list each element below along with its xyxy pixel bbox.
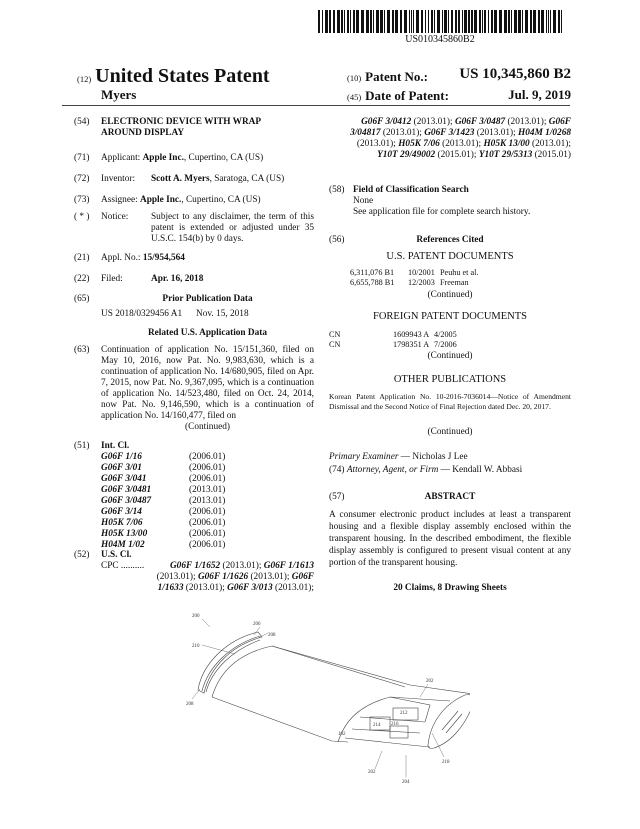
int-cl-code: G06F 1/16 — [101, 452, 142, 462]
barcode-bar — [444, 10, 447, 33]
int-cl-code: H05K 7/06 — [101, 518, 143, 528]
us-doc-name: Freeman — [440, 277, 469, 287]
inid-code-51: (51) — [74, 441, 90, 451]
barcode-bar — [356, 10, 359, 33]
date-of-patent-label: Date of Patent: — [365, 88, 449, 103]
int-cl-list — [101, 452, 314, 551]
barcode-bar — [416, 10, 419, 33]
us-doc-no: 6,311,076 B1 — [350, 268, 395, 277]
cpc-code: G06F 1/1633 — [157, 572, 314, 593]
invention-title-line2: AROUND DISPLAY — [101, 128, 185, 138]
cpc-code: H04M 1/0268 — [518, 128, 571, 138]
barcode-bar — [458, 10, 460, 33]
inid-code-74: (74) — [329, 465, 345, 475]
barcode-bar — [322, 10, 323, 33]
barcode-bar — [325, 10, 328, 33]
inventor-label: Inventor: — [101, 174, 136, 184]
int-cl-version: (2006.01) — [189, 518, 226, 528]
field-74-attorney — [329, 465, 522, 476]
barcode-bar — [437, 10, 440, 33]
barcode-bar — [353, 10, 355, 33]
us-patent-document-row — [350, 278, 478, 288]
cpc-version: (2013.01); — [505, 117, 549, 127]
barcode-bar — [387, 10, 390, 33]
date-of-patent: Jul. 9, 2019 — [508, 87, 571, 102]
cpc-code: G06F 3/0487 — [454, 117, 506, 127]
barcode-bar — [504, 10, 507, 33]
barcode-bar — [428, 10, 429, 33]
applicant-place: , Cupertino, CA (US) — [183, 153, 264, 163]
field-71-applicant — [74, 153, 263, 164]
notice-text: Subject to any disclaimer, the term of this patent is extended or adjusted under 35 U.S.C. 154(b) by 0 days. — [151, 212, 314, 244]
date-of-patent-row — [347, 87, 571, 105]
prior-publication-heading: Prior Publication Data — [162, 294, 253, 304]
barcode-bar — [533, 10, 536, 33]
inid-code-52: (52) — [74, 550, 90, 560]
barcode-bar — [558, 10, 560, 33]
filed-value: Apr. 16, 2018 — [151, 274, 204, 284]
notice-label: Notice: — [101, 212, 129, 222]
appl-no-label: Appl. No.: — [101, 253, 141, 263]
inid-code-22: (22) — [74, 274, 90, 284]
cpc-classifications-continued — [340, 117, 571, 161]
barcode-bar — [361, 10, 364, 33]
field-22-filed — [74, 274, 203, 285]
cpc-version: (2013.01); — [356, 139, 399, 149]
prior-publication-number: US 2018/0329456 A1 — [101, 309, 183, 319]
int-cl-version: (2006.01) — [189, 452, 226, 462]
barcode-bar — [409, 10, 410, 33]
appl-no-value: 15/954,564 — [142, 253, 185, 263]
fig-label-212: 212 — [400, 711, 408, 716]
barcode-bar — [366, 10, 369, 33]
figure-reference-numerals — [186, 614, 450, 785]
barcode-bar — [541, 10, 544, 33]
abstract-heading: ABSTRACT — [424, 492, 476, 502]
int-cl-version: (2013.01) — [189, 496, 226, 506]
patent-number-label: Patent No.: — [365, 69, 428, 84]
barcode-bar — [471, 10, 473, 33]
cpc-code: Y10T 29/5313 — [478, 150, 533, 160]
cpc-version: (2013.01); — [529, 139, 571, 149]
barcode-bar — [337, 10, 340, 33]
barcode-bar — [448, 10, 449, 33]
barcode-bar — [350, 10, 351, 33]
patent-type-heading — [77, 65, 270, 88]
fig-label-204: 204 — [402, 780, 410, 785]
patent-title: United States Patent — [95, 65, 270, 87]
foreign-patent-documents-heading: FOREIGN PATENT DOCUMENTS — [372, 311, 528, 322]
int-cl-version: (2006.01) — [189, 463, 226, 473]
inid-code-73: (73) — [74, 195, 90, 205]
barcode-bar — [425, 10, 426, 33]
barcode-bar — [373, 10, 374, 33]
field-21-appl-no — [74, 253, 185, 264]
barcode-bar — [464, 10, 467, 33]
barcode-bar — [462, 10, 463, 33]
barcode-bar — [318, 10, 320, 33]
continuation-text: Continuation of application No. 15/151,360, filed on May 10, 2016, now Pat. No. 9,983,630, which is a continuation of application No. 14/680,905, filed on Apr. 7, 2015, now Pat. No. 9,367,095, which is a continuation of application No. 14/523,480, filed on Oct. 24, 2014, now Pat. No. 9,146,590, which is a continuation of application No. 14/160,477, filed on — [101, 345, 314, 421]
us-doc-date: 10/2001 — [408, 268, 435, 277]
int-cl-code: G06F 3/14 — [101, 507, 142, 517]
us-doc-date: 12/2003 — [408, 277, 435, 287]
barcode-bar — [431, 10, 433, 33]
claims-drawing-sheets: 20 Claims, 8 Drawing Sheets — [393, 583, 507, 593]
barcode-bar — [522, 10, 523, 33]
fig-label-218: 218 — [442, 760, 450, 765]
header-divider — [62, 105, 570, 106]
primary-examiner-name: — Nicholas J Lee — [398, 452, 468, 462]
cpc-code: Y10T 29/49002 — [377, 150, 436, 160]
cpc-version: (2013.01); — [411, 117, 455, 127]
int-cl-entry — [101, 463, 314, 474]
int-cl-entry — [101, 485, 314, 496]
barcode-bar — [514, 10, 517, 33]
foreign-doc-date: 7/2006 — [434, 339, 457, 349]
abstract-text: A consumer electronic product includes at least a transparent housing and a flexible display assembly enclosed within the transparent housing. In the described embodiment, the flexible display assembly is configured to present visual content at any portion of the transparent housing. — [329, 510, 571, 568]
attorney-label: Attorney, Agent, or Firm — [346, 465, 439, 475]
field-72-inventor — [74, 174, 284, 185]
applicant-name: Apple Inc. — [142, 153, 184, 163]
barcode-bar — [329, 10, 331, 33]
int-cl-heading: Int. Cl. — [101, 441, 130, 451]
inid-code-10: (10) — [347, 73, 362, 83]
fig-label-210: 210 — [192, 644, 200, 649]
barcode-bar — [413, 10, 414, 33]
inventor-name: Scott A. Myers — [151, 174, 210, 184]
barcode-bar — [474, 10, 477, 33]
us-patent-documents-list — [350, 268, 478, 287]
fig-label-208-bottom: 208 — [186, 702, 194, 707]
inid-code-45: (45) — [347, 92, 362, 102]
cpc-version: (2013.01); — [380, 128, 425, 138]
barcode-bar — [380, 10, 383, 33]
inid-code-71: (71) — [74, 153, 90, 163]
cpc-version: (2013.01); — [272, 583, 314, 593]
field-65-prior-publication — [74, 294, 314, 320]
int-cl-code: H05K 13/00 — [101, 529, 148, 539]
classification-search-none: None — [353, 196, 374, 206]
cpc-version: (2013.01); — [474, 128, 519, 138]
int-cl-version: (2006.01) — [189, 540, 226, 550]
foreign-doc-no: 1798351 A — [393, 339, 430, 349]
inventor-surname: Myers — [101, 87, 137, 102]
barcode-bar — [370, 10, 372, 33]
int-cl-code: G06F 3/0481 — [101, 485, 152, 495]
barcode-bar — [511, 10, 512, 33]
cpc-label: CPC .......... — [101, 561, 145, 571]
applicant-label: Applicant: — [101, 153, 141, 163]
assignee-label: Assignee: — [101, 195, 138, 205]
fig-label-214: 214 — [373, 723, 381, 728]
barcode-bar — [508, 10, 510, 33]
notice-field — [74, 212, 314, 245]
foreign-patent-documents-list — [329, 330, 457, 349]
other-publications-text: Korean Patent Application No. 10-2016-7036014—Notice of Amendment Dismissal and the Second Notice of Final Rejection dated Dec. 20, 2017. — [329, 392, 571, 411]
int-cl-entry — [101, 518, 314, 529]
barcode-bar — [468, 10, 470, 33]
us-cl-heading: U.S. Cl. — [101, 550, 132, 560]
barcode-bar — [451, 10, 453, 33]
barcode-bar — [411, 10, 412, 33]
left-end-cap — [198, 632, 262, 693]
assignee-name: Apple Inc. — [140, 195, 182, 205]
int-cl-version: (2006.01) — [189, 507, 226, 517]
continuation-continued: (Continued) — [185, 422, 230, 432]
fig-label-202-top: 202 — [426, 679, 434, 684]
classification-search-note: See application file for complete search history. — [353, 207, 531, 217]
notice-code: ( * ) — [74, 212, 90, 222]
related-application-heading: Related U.S. Application Data — [147, 328, 268, 338]
us-patent-document-row — [350, 268, 478, 278]
int-cl-entry — [101, 452, 314, 463]
inid-code-63: (63) — [74, 345, 90, 355]
cpc-version: (2015.01) — [532, 150, 571, 160]
barcode-bar — [404, 10, 407, 33]
barcode-bar — [392, 10, 394, 33]
cpc-code: H05K 7/06 — [398, 139, 440, 149]
int-cl-version: (2006.01) — [189, 529, 226, 539]
barcode-bar — [333, 10, 335, 33]
us-doc-name: Peuhu et al. — [440, 268, 479, 277]
classification-search-heading: Field of Classification Search — [353, 185, 469, 195]
int-cl-version: (2006.01) — [189, 474, 226, 484]
field-52-us-cl — [74, 550, 314, 594]
inid-code-72: (72) — [74, 174, 90, 184]
primary-examiner — [329, 452, 468, 463]
cpc-code: G06F 3/0412 — [361, 117, 412, 127]
fig-label-102: 102 — [338, 732, 346, 737]
cpc-code: H05K 13/00 — [483, 139, 530, 149]
cpc-code: G06F 3/1423 — [424, 128, 475, 138]
field-54-title — [74, 117, 314, 139]
other-publications-heading: OTHER PUBLICATIONS — [393, 374, 507, 385]
fig-label-208-top: 208 — [268, 633, 276, 638]
barcode-bar — [484, 10, 486, 33]
barcode-bar — [384, 10, 385, 33]
assignee-place: , Cupertino, CA (US) — [181, 195, 261, 205]
barcode-bar — [546, 10, 547, 33]
cpc-version: (2013.01); — [183, 583, 228, 593]
cpc-version: (2015.01); — [435, 150, 479, 160]
field-57-abstract — [329, 492, 571, 569]
int-cl-code: G06F 3/01 — [101, 463, 142, 473]
foreign-patent-document-row — [329, 340, 457, 350]
fig-label-202-bottom: 202 — [368, 770, 376, 775]
cpc-code: G06F 3/013 — [227, 583, 273, 593]
foreign-docs-continued: (Continued) — [427, 351, 473, 361]
cpc-code: G06F 1/1626 — [197, 572, 249, 582]
barcode-bar — [376, 10, 379, 33]
fig-label-216: 216 — [391, 722, 399, 727]
int-cl-entry — [101, 529, 314, 540]
barcode-bar — [442, 10, 443, 33]
barcode-bar — [341, 10, 343, 33]
barcode-bar — [550, 10, 551, 33]
invention-title-line1: ELECTRONIC DEVICE WITH WRAP — [101, 117, 262, 127]
cpc-version: (2013.01); — [439, 139, 484, 149]
inid-code-58: (58) — [329, 185, 345, 195]
field-56-references — [329, 235, 571, 246]
inid-code-12: (12) — [77, 74, 92, 84]
inventor-place: , Saratoga, CA (US) — [209, 174, 285, 184]
foreign-doc-no: 1609943 A — [393, 330, 430, 339]
barcode-bar — [482, 10, 483, 33]
field-51-int-cl — [74, 441, 314, 551]
barcode-bar — [434, 10, 435, 33]
barcode-bar — [494, 10, 497, 33]
field-73-assignee — [74, 195, 261, 206]
barcode-bar — [479, 10, 481, 33]
barcode-bar — [518, 10, 521, 33]
barcode-image — [318, 10, 562, 33]
inid-code-65: (65) — [74, 294, 90, 304]
barcode-number: US010345860B2 — [405, 34, 475, 45]
us-doc-no: 6,655,788 B1 — [350, 277, 395, 287]
barcode-bar — [455, 10, 457, 33]
fig-label-206: 206 — [253, 622, 261, 627]
int-cl-code: G06F 3/0487 — [101, 496, 152, 506]
filed-label: Filed: — [101, 274, 123, 284]
barcode-bar — [530, 10, 532, 33]
us-patent-documents-heading: U.S. PATENT DOCUMENTS — [386, 251, 514, 262]
int-cl-entry — [101, 496, 314, 507]
barcode-bar — [400, 10, 402, 33]
foreign-doc-country: CN — [329, 330, 341, 339]
barcode-bar — [561, 10, 562, 33]
barcode-bar — [395, 10, 398, 33]
int-cl-version: (2013.01) — [189, 485, 226, 495]
cpc-code: G06F 1/1652 — [169, 561, 221, 571]
field-58-classification-search — [329, 185, 571, 218]
display-body — [212, 646, 470, 697]
patent-drawing-figure — [180, 605, 470, 800]
barcode-bar — [347, 10, 349, 33]
barcode-bar — [499, 10, 502, 33]
cpc-classifications — [153, 561, 314, 594]
barcode-bar — [344, 10, 345, 33]
barcode-bar — [491, 10, 493, 33]
foreign-doc-date: 4/2005 — [434, 330, 457, 339]
other-publications-continued: (Continued) — [427, 427, 473, 437]
field-63-continuation — [74, 345, 314, 433]
barcode-bar — [525, 10, 528, 33]
inid-code-57: (57) — [329, 492, 345, 502]
barcode-bar — [488, 10, 489, 33]
cpc-version: (2013.01); — [220, 561, 264, 571]
inid-code-21: (21) — [74, 253, 90, 263]
foreign-patent-document-row — [329, 330, 457, 340]
cpc-version: (2013.01); — [248, 572, 292, 582]
barcode-bar — [538, 10, 540, 33]
cpc-code: G06F 3/04817 — [350, 117, 571, 138]
int-cl-entry — [101, 474, 314, 485]
barcode-bar — [553, 10, 556, 33]
int-cl-code: H04M 1/02 — [101, 540, 145, 550]
foreign-doc-country: CN — [329, 339, 341, 349]
us-docs-continued: (Continued) — [427, 290, 473, 300]
int-cl-entry — [101, 507, 314, 518]
attorney-name: — Kendall W. Abbasi — [438, 465, 523, 475]
barcode-bar — [548, 10, 549, 33]
prior-publication-date: Nov. 15, 2018 — [196, 309, 249, 319]
int-cl-code: G06F 3/041 — [101, 474, 147, 484]
patent-number-row — [347, 68, 571, 86]
cpc-version: (2013.01); — [156, 572, 198, 582]
inid-code-56: (56) — [329, 235, 345, 245]
fig-label-200: 200 — [192, 614, 200, 619]
inid-code-54: (54) — [74, 117, 90, 127]
barcode-bar — [421, 10, 423, 33]
references-heading: References Cited — [416, 235, 484, 245]
primary-examiner-label: Primary Examiner — [329, 452, 399, 462]
patent-number: US 10,345,860 B2 — [459, 66, 571, 82]
cpc-code: G06F 1/1613 — [263, 561, 314, 571]
